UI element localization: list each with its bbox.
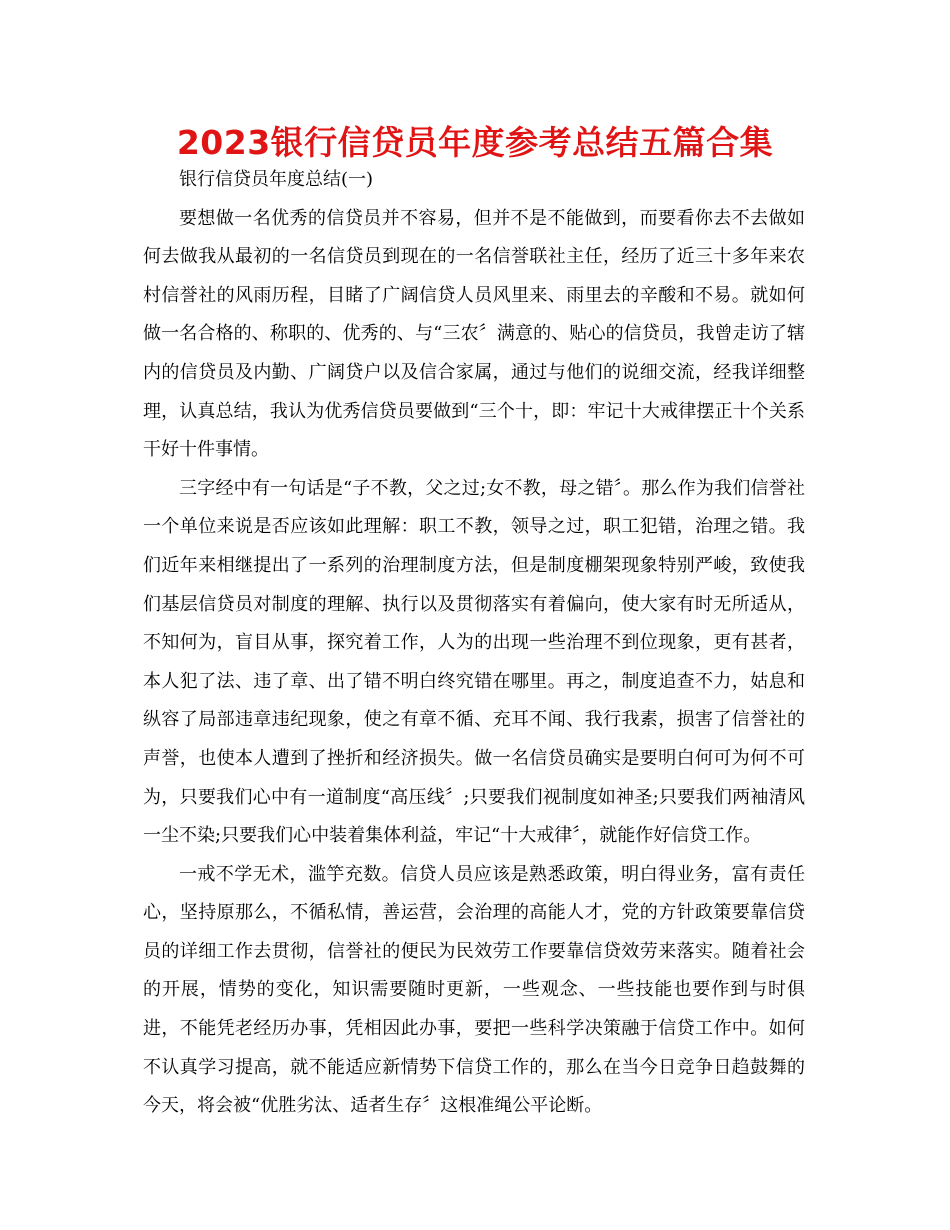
document-title: 2023银行信贷员年度参考总结五篇合集	[176, 123, 774, 162]
body-paragraph-2: 三字经中有一句话是“子不教，父之过;女不教，母之错〞。那么作为我们信誉社一个单位来说是否应该如此理解：职工不教，领导之过，职工犯错，治理之错。我们近年来相继提出了一系列的治理制度方法，但是制度棚架现象特别严峻，致使我们基层信贷员对制度的理解、执行以及贯彻落实有着偏向，使大家有时无所适从，不知何为，盲目从事，探究着工作，人为的出现一些治理不到位现象，更有甚者，本人犯了法、违了章、出了错不明白终究错在哪里。再之，制度追查不力，姑息和纵容了局部违章违纪现象，使之有章不循、充耳不闻、我行我素，损害了信誉社的声誉，也使本人遭到了挫折和经济损失。做一名信贷员确实是要明白何可为何不可为，只要我们心中有一道制度“高压线〞;只要我们视制度如神圣;只要我们两袖清风一尘不染;只要我们心中装着集体利益，牢记“十大戒律〞，就能作好信贷工作。	[143, 477, 805, 847]
body-paragraph-3: 一戒不学无术，滥竽充数。信贷人员应该是熟悉政策，明白得业务，富有责任心，坚持原那么，不循私情，善运营，会治理的高能人才，党的方针政策要靠信贷员的详细工作去贯彻，信誉社的便民为民效劳工作要靠信贷效劳来落实。随着社会的开展，情势的变化，知识需要随时更新，一些观念、一些技能也要作到与时俱进，不能凭老经历办事，凭相因此办事，要把一些科学决策融于信贷工作中。如何不认真学习提高，就不能适应新情势下信贷工作的，那么在当今日竞争日趋鼓舞的今天，将会被“优胜劣汰、适者生存〞这根准绳公平论断。	[143, 863, 805, 1117]
body-paragraph-1: 要想做一名优秀的信贷员并不容易，但并不是不能做到，而要看你去不去做如何去做我从最初的一名信贷员到现在的一名信誉联社主任，经历了近三十多年来农村信誉社的风雨历程，目睹了广阔信贷人员风里来、雨里去的辛酸和不易。就如何做一名合格的、称职的、优秀的、与“三农〞满意的、贴心的信贷员，我曾走访了辖内的信贷员及内勤、广阔贷户以及信合家属，通过与他们的说细交流，经我详细整理，认真总结，我认为优秀信贷员要做到“三个十，即：牢记十大戒律摆正十个关系干好十件事情。	[143, 207, 805, 461]
section-heading: 银行信贷员年度总结(一)	[179, 169, 374, 190]
document-body	[143, 161, 805, 1126]
